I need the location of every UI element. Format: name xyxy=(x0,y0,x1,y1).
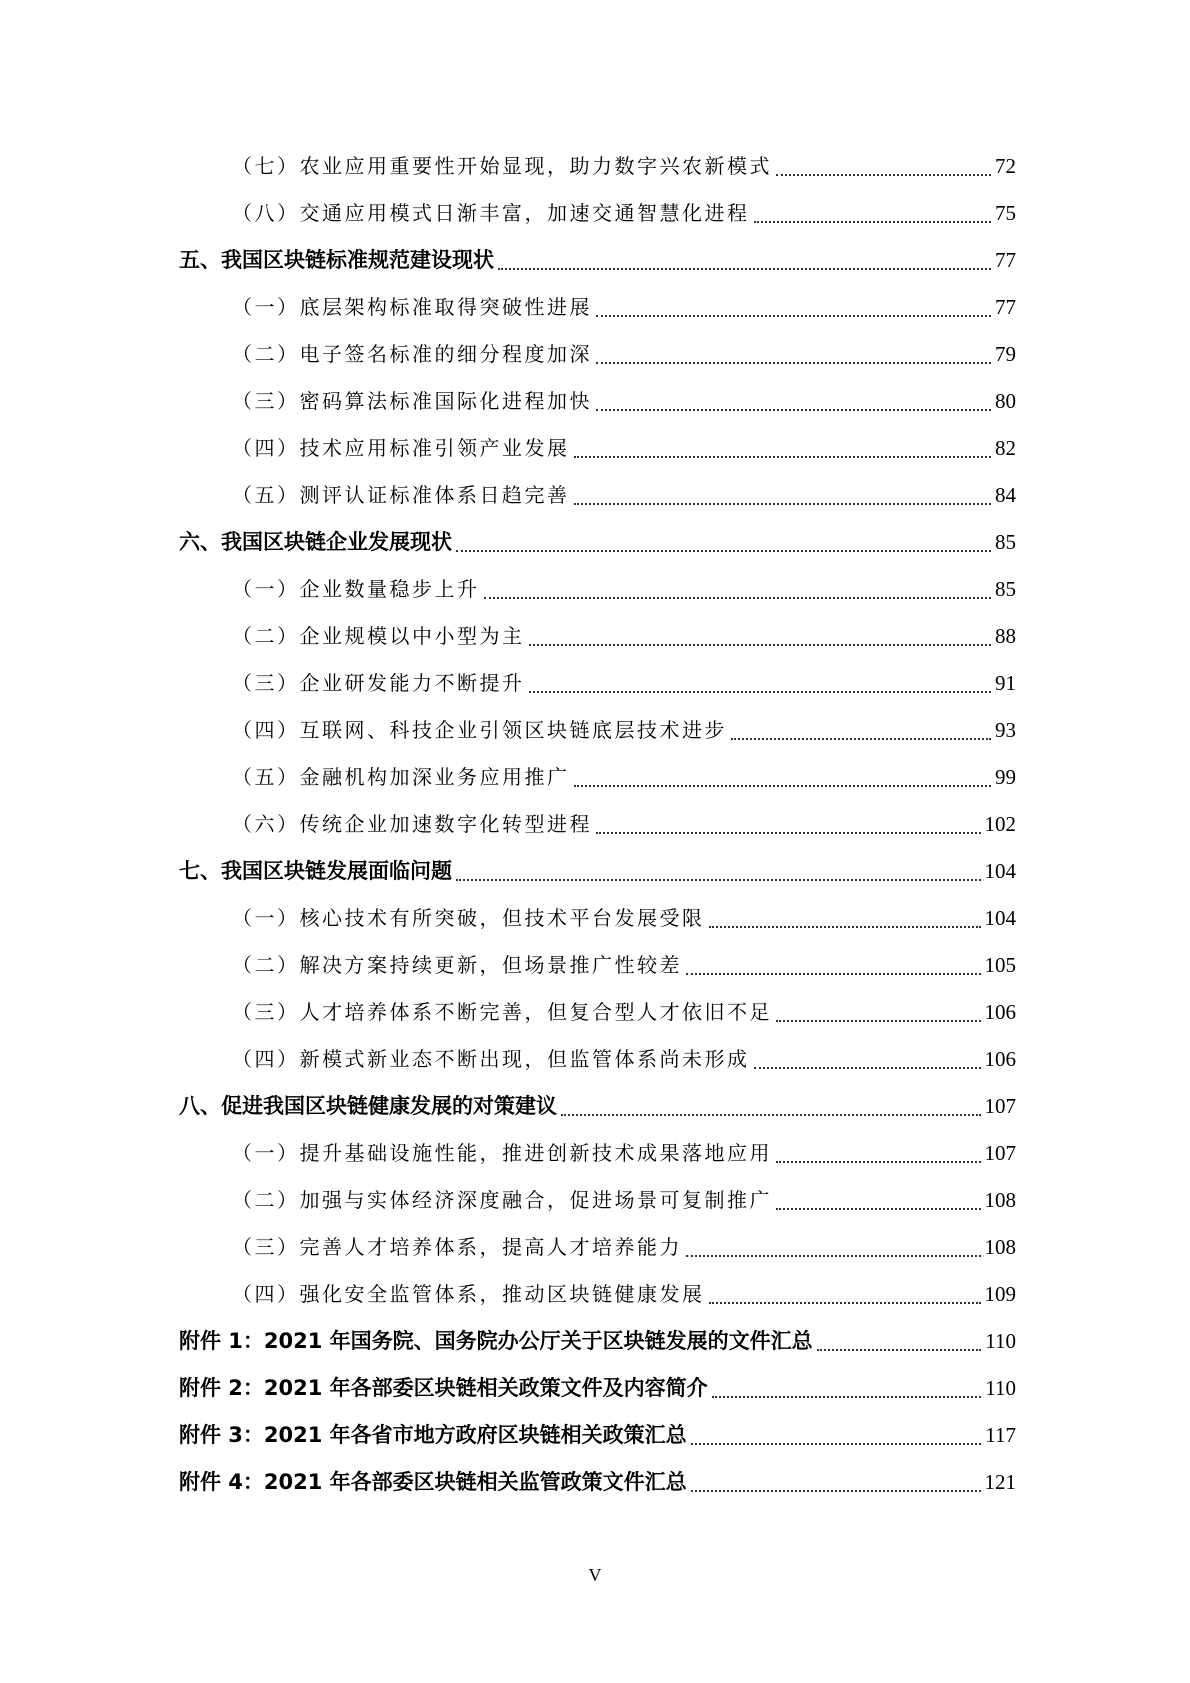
toc-entry-page: 93 xyxy=(995,718,1016,742)
toc-appendix-entry[interactable] xyxy=(179,1459,1016,1506)
dot-leader xyxy=(596,361,991,364)
toc-entry-title: 七、我国区块链发展面临问题 xyxy=(179,859,452,883)
toc-entry-title: （三）密码算法标准国际化进程加快 xyxy=(232,389,592,413)
toc-entry-page: 107 xyxy=(984,1141,1016,1165)
toc-entry-page: 77 xyxy=(995,295,1016,319)
toc-entry-title: 五、我国区块链标准规范建设现状 xyxy=(179,248,494,272)
toc-entry-page: 121 xyxy=(984,1470,1016,1494)
toc-entry-page: 110 xyxy=(985,1376,1016,1400)
toc-section-entry[interactable] xyxy=(179,378,1016,425)
toc-entry-title: （四）新模式新业态不断出现，但监管体系尚未形成 xyxy=(232,1047,750,1071)
dot-leader xyxy=(574,502,992,505)
toc-entry-title: 六、我国区块链企业发展现状 xyxy=(179,530,452,554)
toc-entry-title: （四）技术应用标准引领产业发展 xyxy=(232,436,570,460)
toc-entry-title: （一）企业数量稳步上升 xyxy=(232,577,480,601)
dot-leader xyxy=(498,267,991,270)
toc-entry-page: 82 xyxy=(995,436,1016,460)
table-of-contents xyxy=(179,143,1016,1506)
toc-section-entry[interactable] xyxy=(179,754,1016,801)
toc-entry-title: （一）底层架构标准取得突破性进展 xyxy=(232,295,592,319)
toc-entry-title: （二）加强与实体经济深度融合，促进场景可复制推广 xyxy=(232,1188,772,1212)
toc-entry-title: （二）电子签名标准的细分程度加深 xyxy=(232,342,592,366)
dot-leader xyxy=(776,1019,981,1022)
dot-leader xyxy=(596,831,981,834)
toc-chapter-entry[interactable] xyxy=(179,1083,1016,1130)
toc-entry-title: （三）完善人才培养体系，提高人才培养能力 xyxy=(232,1235,682,1259)
toc-entry-title: （一）核心技术有所突破，但技术平台发展受限 xyxy=(232,906,705,930)
dot-leader xyxy=(561,1113,981,1116)
toc-entry-title: （五）金融机构加深业务应用推广 xyxy=(232,765,570,789)
toc-entry-title: 附件 1：2021 年国务院、国务院办公厅关于区块链发展的文件汇总 xyxy=(179,1329,813,1353)
toc-entry-page: 108 xyxy=(984,1235,1016,1259)
dot-leader xyxy=(776,173,991,176)
toc-entry-page: 106 xyxy=(984,1047,1016,1071)
toc-section-entry[interactable] xyxy=(179,895,1016,942)
toc-section-entry[interactable] xyxy=(179,331,1016,378)
toc-section-entry[interactable] xyxy=(179,190,1016,237)
toc-entry-page: 108 xyxy=(984,1188,1016,1212)
dot-leader xyxy=(776,1160,981,1163)
toc-entry-page: 104 xyxy=(984,906,1016,930)
dot-leader xyxy=(754,220,992,223)
toc-entry-page: 117 xyxy=(985,1423,1016,1447)
toc-chapter-entry[interactable] xyxy=(179,848,1016,895)
toc-entry-page: 79 xyxy=(995,342,1016,366)
toc-appendix-entry[interactable] xyxy=(179,1318,1016,1365)
dot-leader xyxy=(686,972,981,975)
dot-leader xyxy=(691,1489,981,1492)
toc-entry-title: （二）解决方案持续更新，但场景推广性较差 xyxy=(232,953,682,977)
toc-section-entry[interactable] xyxy=(179,1224,1016,1271)
dot-leader xyxy=(574,784,992,787)
toc-entry-title: （六）传统企业加速数字化转型进程 xyxy=(232,812,592,836)
toc-entry-title: （四）强化安全监管体系，推动区块链健康发展 xyxy=(232,1282,705,1306)
toc-entry-title: 附件 4：2021 年各部委区块链相关监管政策文件汇总 xyxy=(179,1470,687,1494)
toc-section-entry[interactable] xyxy=(179,660,1016,707)
dot-leader xyxy=(456,878,981,881)
dot-leader xyxy=(456,549,991,552)
toc-section-entry[interactable] xyxy=(179,1177,1016,1224)
toc-entry-page: 88 xyxy=(995,624,1016,648)
toc-entry-title: （四）互联网、科技企业引领区块链底层技术进步 xyxy=(232,718,727,742)
toc-appendix-entry[interactable] xyxy=(179,1412,1016,1459)
dot-leader xyxy=(712,1395,982,1398)
toc-entry-title: （一）提升基础设施性能，推进创新技术成果落地应用 xyxy=(232,1141,772,1165)
toc-section-entry[interactable] xyxy=(179,1036,1016,1083)
toc-section-entry[interactable] xyxy=(179,472,1016,519)
toc-entry-page: 110 xyxy=(985,1329,1016,1353)
toc-section-entry[interactable] xyxy=(179,801,1016,848)
dot-leader xyxy=(574,455,992,458)
toc-section-entry[interactable] xyxy=(179,284,1016,331)
toc-entry-page: 107 xyxy=(984,1094,1016,1118)
toc-section-entry[interactable] xyxy=(179,942,1016,989)
dot-leader xyxy=(529,643,992,646)
toc-entry-page: 85 xyxy=(995,530,1016,554)
toc-section-entry[interactable] xyxy=(179,707,1016,754)
toc-entry-title: （三）企业研发能力不断提升 xyxy=(232,671,525,695)
toc-entry-page: 102 xyxy=(984,812,1016,836)
toc-appendix-entry[interactable] xyxy=(179,1365,1016,1412)
toc-entry-page: 72 xyxy=(995,154,1016,178)
toc-entry-page: 104 xyxy=(984,859,1016,883)
toc-entry-title: （七）农业应用重要性开始显现，助力数字兴农新模式 xyxy=(232,154,772,178)
dot-leader xyxy=(484,596,992,599)
toc-section-entry[interactable] xyxy=(179,613,1016,660)
toc-entry-title: （八）交通应用模式日渐丰富，加速交通智慧化进程 xyxy=(232,201,750,225)
toc-entry-title: 附件 3：2021 年各省市地方政府区块链相关政策汇总 xyxy=(179,1423,687,1447)
toc-entry-title: 附件 2：2021 年各部委区块链相关政策文件及内容简介 xyxy=(179,1376,708,1400)
dot-leader xyxy=(754,1066,981,1069)
page-number: V xyxy=(588,1565,602,1585)
toc-entry-page: 75 xyxy=(995,201,1016,225)
toc-entry-page: 77 xyxy=(995,248,1016,272)
toc-section-entry[interactable] xyxy=(179,1130,1016,1177)
toc-section-entry[interactable] xyxy=(179,1271,1016,1318)
toc-chapter-entry[interactable] xyxy=(179,237,1016,284)
dot-leader xyxy=(529,690,992,693)
toc-section-entry[interactable] xyxy=(179,143,1016,190)
dot-leader xyxy=(691,1442,982,1445)
toc-section-entry[interactable] xyxy=(179,566,1016,613)
toc-entry-title: （二）企业规模以中小型为主 xyxy=(232,624,525,648)
dot-leader xyxy=(596,408,991,411)
dot-leader xyxy=(817,1348,982,1351)
toc-entry-page: 80 xyxy=(995,389,1016,413)
toc-entry-page: 106 xyxy=(984,1000,1016,1024)
toc-chapter-entry[interactable] xyxy=(179,519,1016,566)
dot-leader xyxy=(596,314,991,317)
toc-entry-page: 99 xyxy=(995,765,1016,789)
dot-leader xyxy=(709,1301,981,1304)
dot-leader xyxy=(731,737,991,740)
toc-entry-page: 85 xyxy=(995,577,1016,601)
toc-entry-title: （五）测评认证标准体系日趋完善 xyxy=(232,483,570,507)
toc-entry-page: 84 xyxy=(995,483,1016,507)
toc-section-entry[interactable] xyxy=(179,989,1016,1036)
toc-entry-title: （三）人才培养体系不断完善，但复合型人才依旧不足 xyxy=(232,1000,772,1024)
dot-leader xyxy=(709,925,981,928)
toc-entry-page: 105 xyxy=(984,953,1016,977)
dot-leader xyxy=(686,1254,981,1257)
dot-leader xyxy=(776,1207,981,1210)
toc-section-entry[interactable] xyxy=(179,425,1016,472)
toc-entry-title: 八、促进我国区块链健康发展的对策建议 xyxy=(179,1094,557,1118)
toc-entry-page: 109 xyxy=(984,1282,1016,1306)
toc-entry-page: 91 xyxy=(995,671,1016,695)
